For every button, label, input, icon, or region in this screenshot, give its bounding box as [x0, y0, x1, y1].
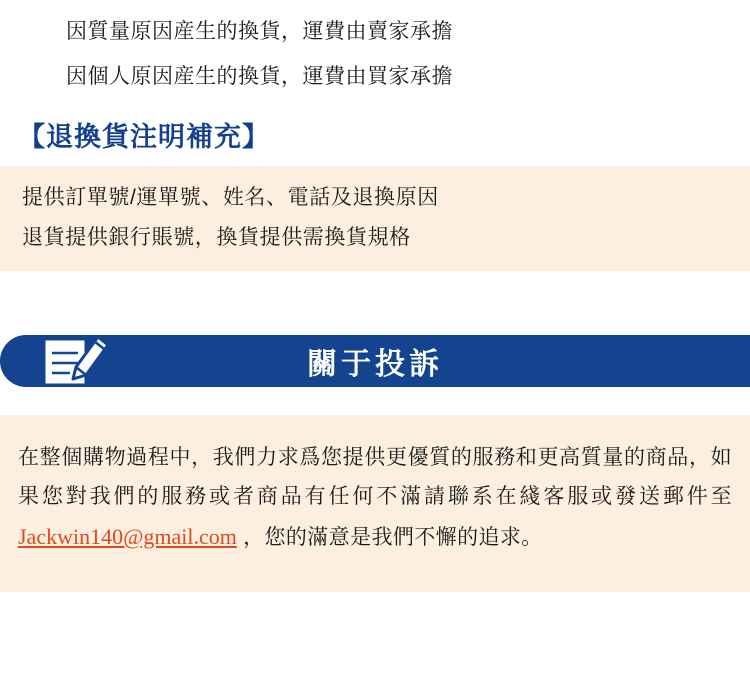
return-policy-lines: [0, 0, 750, 93]
complaint-banner-bar: [0, 335, 750, 387]
return-note-line: 退貨提供銀行賬號，換貨提供需換貨規格: [22, 225, 411, 249]
return-note-line: 提供訂單號/運單號、姓名、電話及退換原因: [22, 186, 439, 210]
pencil-note-icon: [36, 323, 112, 395]
complaint-paragraph: [18, 439, 732, 558]
complaint-text-after-email: ，您的滿意是我們不懈的追求。: [236, 525, 543, 549]
complaint-banner-title: 關于投訴: [307, 348, 443, 382]
support-email-link[interactable]: Jackwin140@gmail.com: [18, 523, 237, 549]
complaint-text-before-email: 在整個購物過程中，我們力求爲您提供更優質的服務和更高質量的商品，如果您對我們的服務或者商品有任何不滿請聯系在綫客服或發送郵件至: [18, 446, 732, 508]
policy-line: 因質量原因産生的換貨，運費由賣家承擔: [66, 20, 453, 43]
complaint-text-box: [0, 415, 750, 592]
complaint-banner: [0, 323, 750, 395]
return-note-heading: 【退換貨注明補充】: [18, 122, 270, 153]
return-note-box: [0, 166, 750, 271]
policy-line: 因個人原因産生的換貨，運費由買家承擔: [66, 64, 453, 88]
